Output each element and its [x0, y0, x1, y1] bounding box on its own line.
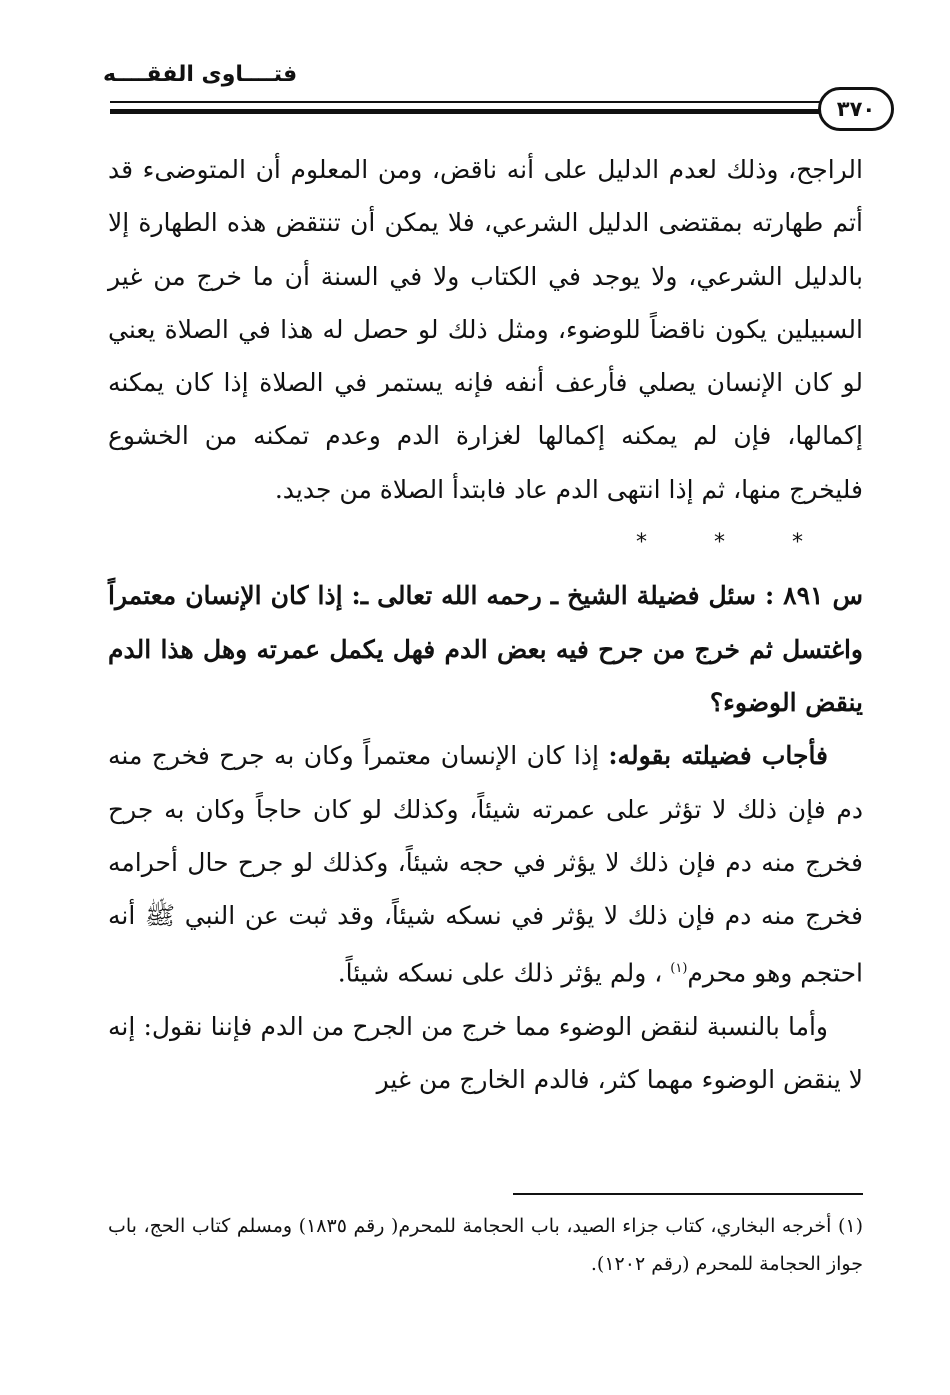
footnotes — [108, 1207, 863, 1283]
header-rule — [110, 101, 825, 103]
answer-paragraph — [108, 729, 863, 1000]
footnote-rule — [513, 1193, 863, 1195]
paragraph: وأما بالنسبة لنقض الوضوء مما خرج من الجرح من الدم فإننا نقول: إنه لا ينقض الوضوء مهما كثر، فالدم الخارج من غير — [108, 1012, 863, 1095]
footnote: (١) أخرجه البخاري، كتاب جزاء الصيد، باب الحجامة للمحرم( رقم ١٨٣٥) ومسلم كتاب الحج، باب جواز الحجامة للمحرم (رقم ١٢٠٢). — [108, 1215, 863, 1275]
paragraph: الراجح، وذلك لعدم الدليل على أنه ناقض، ومن المعلوم أن المتوضىء قد أتم طهارته بمقتضى الدليل الشرعي، فلا يمكن أن تنتقض هذه الطهارة إلا بالدليل الشرعي، ولا يوجد في الكتاب ولا في السنة أن ما خرج من غير السبيلين يكون ناقضاً للوضوء، ومثل ذلك لو حصل له هذا في الصلاة يعني لو كان الإنسان يصلي فأرعف أنفه فإنه يستمر في الصلاة إذا كان يمكنه إكمالها، فإن لم يمكنه إكمالها لغزارة الدم وعدم تمكنه من الخشوع فليخرج منها، ثم إذا انتهى الدم عاد فابتدأ الصلاة من جديد. — [108, 155, 863, 504]
answer-tail: ، ولم يؤثر ذلك على نسكه شيئاً. — [337, 958, 671, 988]
question-paragraph: س ٨٩١ : سئل فضيلة الشيخ ـ رحمه الله تعالى ـ: إذا كان الإنسان معتمراً واغتسل ثم خرج من جرح فيه بعض الدم فهل يكمل عمرته وهل هذا الدم ينقض الوضوء؟ — [108, 581, 863, 717]
body-text — [108, 143, 863, 1107]
footnote-marker: (١) — [670, 961, 688, 977]
header-rule-thick — [110, 109, 825, 114]
answer-text: إذا كان الإنسان معتمراً وكان به جرح فخرج منه دم فإن ذلك لا تؤثر على عمرته شيئاً، وكذلك لو كان حاجاً وكان به جرح فخرج منه دم فإن ذلك لا يؤثر في حجه شيئاً، وكذلك لو جرح حال أحرامه فخرج منه دم فإن ذلك لا يؤثر في نسكه شيئاً، وقد ثبت عن النبي ﷺ أنه احتجم وهو محرم — [108, 741, 863, 988]
running-title: فتــــاوى الفقــــه — [103, 62, 298, 87]
page-number: ٣٧٠ — [818, 87, 894, 131]
section-separator: * * * — [636, 530, 833, 556]
answer-lead: فأجاب فضيلته بقوله: — [608, 741, 829, 771]
